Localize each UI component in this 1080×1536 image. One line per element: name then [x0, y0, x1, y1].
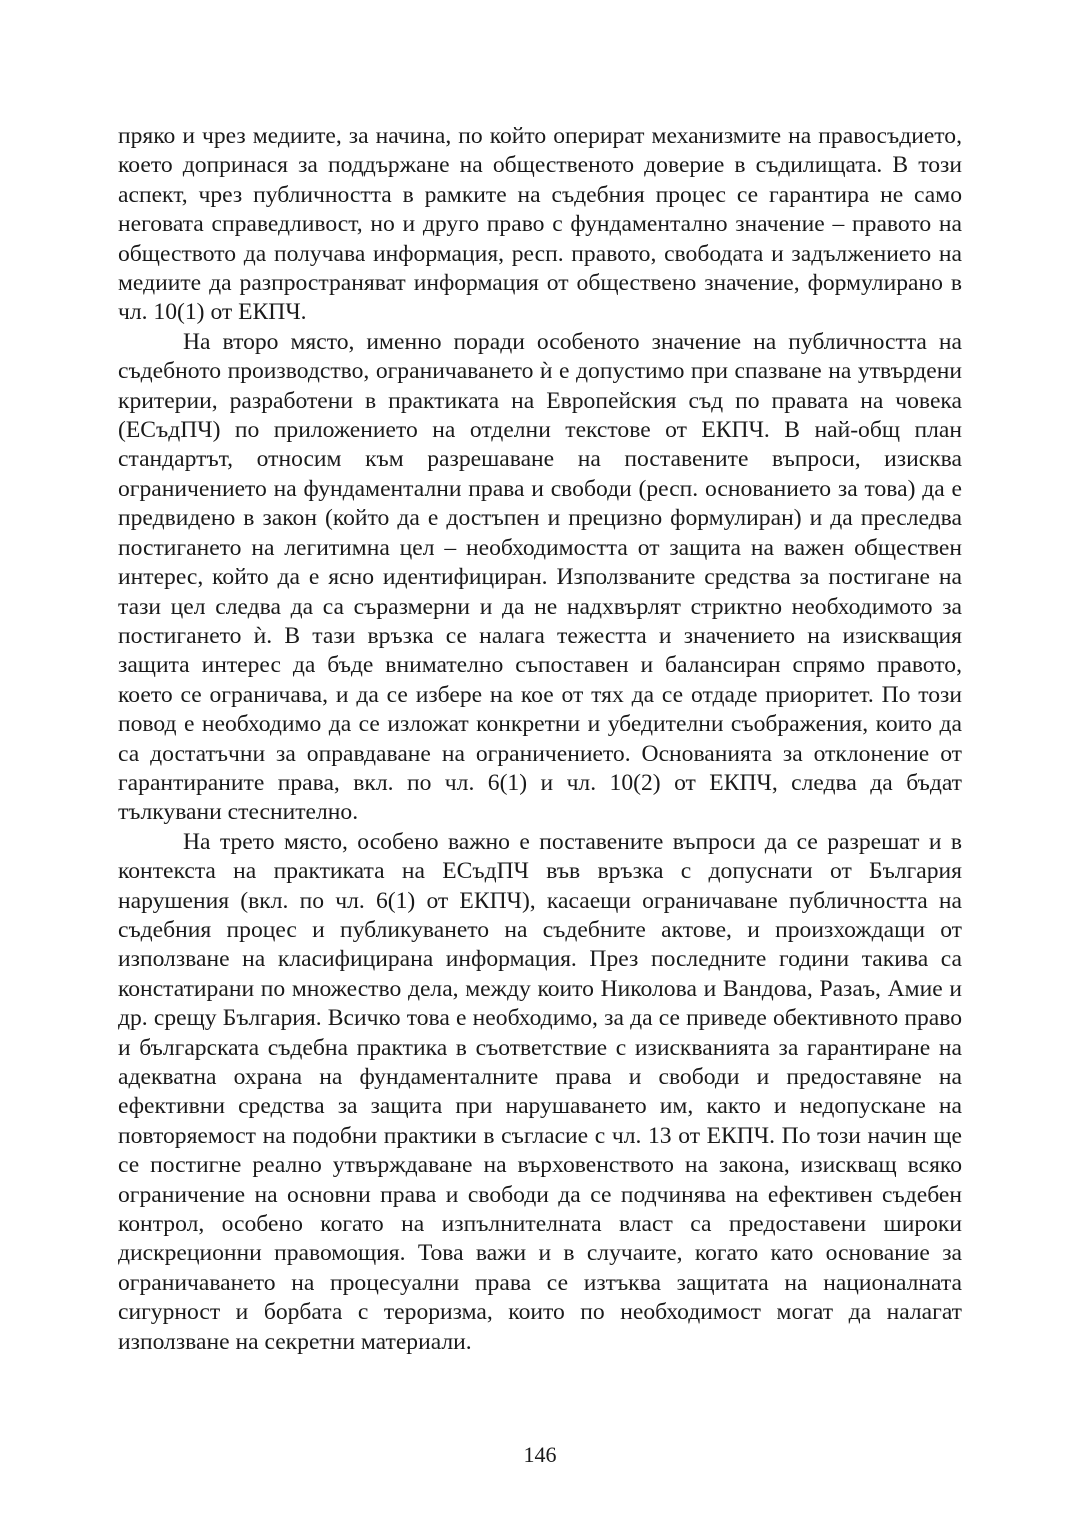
paragraph-continuation: пряко и чрез медиите, за начина, по който оперират механизмите на правосъдието, което допринася за поддържане на общественото доверие в съдилищата. В този аспект, чрез публичността в рамките на съдебния процес се гарантира не само неговата справедливост, но и друго право с фундаментално значение – правото на обществото да получава информация, респ. правото, свободата и задължението на медиите да разпространяват информация от обществено значение, формулирано в чл. 10(1) от ЕКПЧ.: [118, 123, 962, 326]
page-number: 146: [523, 1442, 557, 1467]
paragraph-third-point: На трето място, особено важно е поставените въпроси да се разрешат и в контекста на практиката на ЕСъдПЧ във връзка с допуснати от България нарушения (вкл. по чл. 6(1) от ЕКПЧ), касаещи ограничаване публичността на съдебния процес и публикуването на съдебните актове, и произхождащи от използване на класифицирана информация. През последните години такива са констатирани по множество дела, между които Николова и Вандова, Разаъ, Амие и др. срещу България. Всичко това е необходимо, за да се приведе обективното право и българската съдебна практика в съответствие с изискванията за гарантиране на адекватна охрана на фундаменталните права и свободи и предоставяне на ефективни средства за защита при нарушаването им, както и недопускане на повторяемост на подобни практики в съгласие с чл. 13 от ЕКПЧ. По този начин ще се постигне реално утвърждаване на върховенството на закона, изискващ всяко ограничение на основни права и свободи да се подчинява на ефективен съдебен контрол, особено когато на изпълнителната власт са предоставени широки дискреционни правомощия. Това важи и в случаите, когато като основание за ограничаването на процесуални права се изтъква защитата на националната сигурност и борбата с тероризма, които по необходимост могат да налагат използване на секретни материали.: [118, 828, 962, 1355]
body-text: [118, 122, 962, 1357]
paragraph-second-point: На второ място, именно поради особеното значение на публичността на съдебното производство, ограничаването ѝ е допустимо при спазване на утвърдени критерии, разработени в практиката на Европейския съд по правата на човека (ЕСъдПЧ) по приложението на отделни текстове от ЕКПЧ. В най-общ план стандартът, относим към разрешаване на поставените въпроси, изисква ограничението на фундаментални права и свободи (респ. основанието за това) да е предвидено в закон (който да е достъпен и прецизно формулиран) и да преследва постигането на легитимна цел – необходимостта от защита на важен обществен интерес, който да е ясно идентифициран. Използваните средства за постигане на тази цел следва да са съразмерни и да не надхвърлят стриктно необходимото за постигането ѝ. В тази връзка се налага тежестта и значението на изискващия защита интерес да бъде внимателно съпоставен и балансиран спрямо правото, което се ограничава, и да се избере на кое от тях да се отдаде приоритет. По този повод е необходимо да се изложат конкретни и убедителни съображения, които да са достатъчни за оправдаване на ограничението. Основанията за отклонение от гарантираните права, вкл. по чл. 6(1) и чл. 10(2) от ЕКПЧ, следва да бъдат тълкувани стеснително.: [118, 328, 962, 826]
